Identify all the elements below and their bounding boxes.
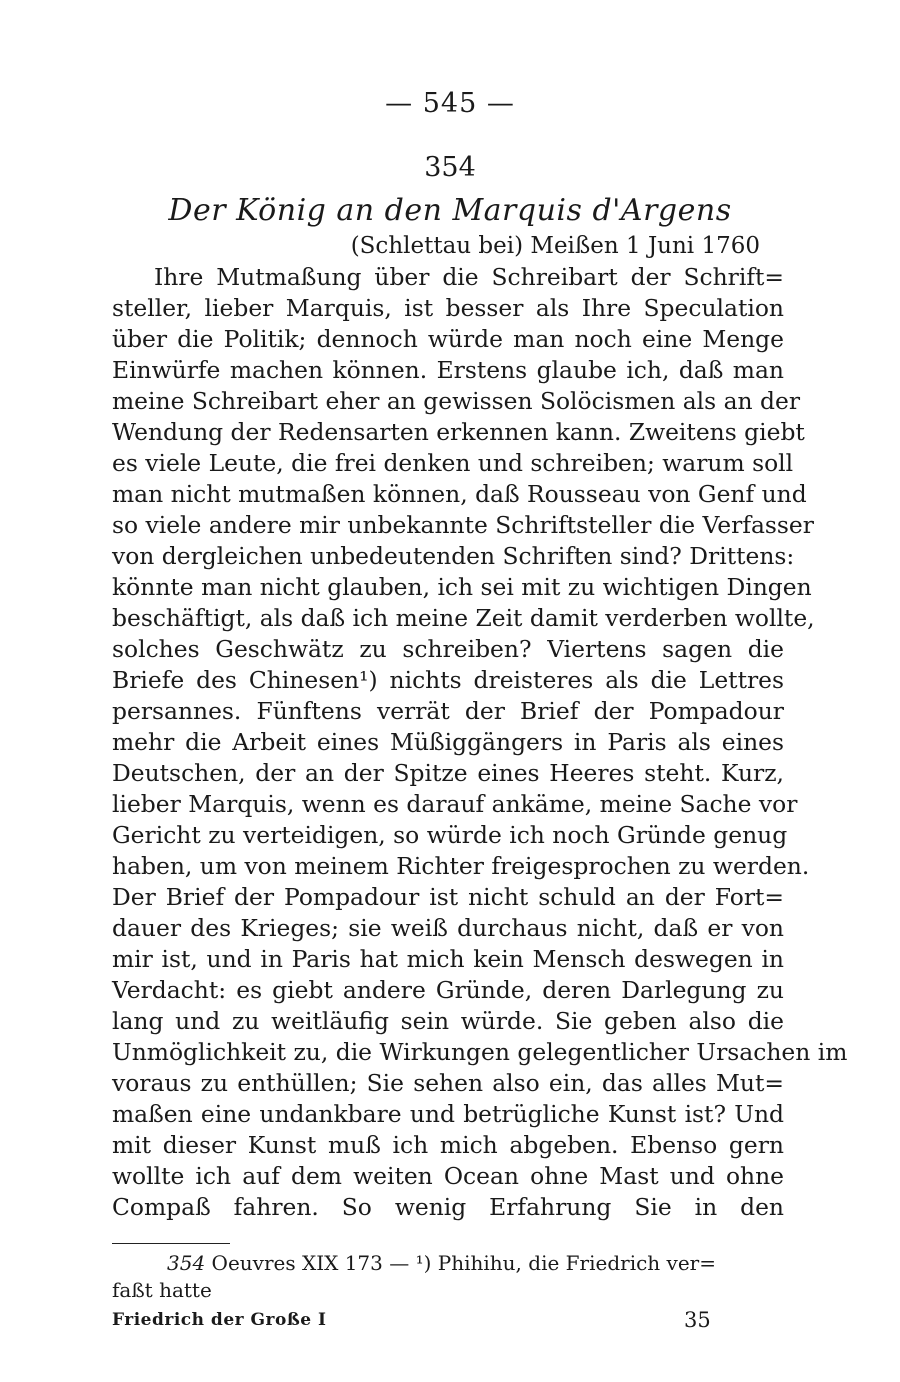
letter-body bbox=[112, 262, 848, 1223]
footnote-number: 354 bbox=[167, 1251, 206, 1275]
body-line: lang und zu weitläufig sein würde. Sie geben also die bbox=[112, 1007, 784, 1035]
body-line: beschäftigt, als daß ich meine Zeit damit verderben wollte, bbox=[112, 604, 815, 632]
footnote-text: Oeuvres XIX 173 — ¹) Phihihu, die Friedrich ver= bbox=[205, 1251, 716, 1275]
body-line: meine Schreibart eher an gewissen Solöcismen als an der bbox=[112, 387, 801, 415]
body-line: Ihre Mutmaßung über die Schreibart der Schrift= bbox=[154, 263, 784, 291]
body-line: Compaß fahren. So wenig Erfahrung Sie in den bbox=[112, 1193, 784, 1221]
body-line: Gericht zu verteidigen, so würde ich noch Gründe genug bbox=[112, 821, 788, 849]
body-line: über die Politik; dennoch würde man noch eine Menge bbox=[112, 325, 784, 353]
body-line: solches Geschwätz zu schreiben? Viertens sagen die bbox=[112, 635, 784, 663]
body-line: wollte ich auf dem weiten Ocean ohne Mast und ohne bbox=[112, 1162, 784, 1190]
body-line: so viele andere mir unbekannte Schriftsteller die Verfasser bbox=[112, 511, 814, 539]
footnote bbox=[112, 1250, 784, 1304]
body-line: könnte man nicht glauben, ich sei mit zu wichtigen Dingen bbox=[112, 573, 812, 601]
page-number: — 545 — bbox=[385, 88, 515, 119]
body-line: Deutschen, der an der Spitze eines Heeres steht. Kurz, bbox=[112, 759, 784, 787]
footnote-line: faßt hatte bbox=[112, 1278, 212, 1302]
body-line: Briefe des Chinesen¹) nichts dreisteres als die Lettres bbox=[112, 666, 784, 694]
body-line: maßen eine undankbare und betrügliche Kunst ist? Und bbox=[112, 1100, 784, 1128]
body-line: haben, um von meinem Richter freigesprochen zu werden. bbox=[112, 852, 810, 880]
body-line: Wendung der Redensarten erkennen kann. Zweitens giebt bbox=[112, 418, 805, 446]
body-line: Der Brief der Pompadour ist nicht schuld an der Fort= bbox=[112, 883, 784, 911]
body-line: lieber Marquis, wenn es darauf ankäme, meine Sache vor bbox=[112, 790, 798, 818]
body-line: dauer des Krieges; sie weiß durchaus nicht, daß er von bbox=[112, 914, 784, 942]
body-line: Unmöglichkeit zu, die Wirkungen gelegentlicher Ursachen im bbox=[112, 1038, 848, 1066]
body-line: von dergleichen unbedeutenden Schriften sind? Drittens: bbox=[112, 542, 795, 570]
body-line: voraus zu enthüllen; Sie sehen also ein, das alles Mut= bbox=[112, 1069, 784, 1097]
body-line: mir ist, und in Paris hat mich kein Mensch deswegen in bbox=[112, 945, 784, 973]
body-line: Einwürfe machen können. Erstens glaube ich, daß man bbox=[112, 356, 784, 384]
footnote-rule bbox=[112, 1243, 230, 1244]
body-line: es viele Leute, die frei denken und schreiben; warum soll bbox=[112, 449, 794, 477]
body-line: Verdacht: es giebt andere Gründe, deren Darlegung zu bbox=[112, 976, 784, 1004]
body-line: steller, lieber Marquis, ist besser als Ihre Speculation bbox=[112, 294, 784, 322]
body-line: mehr die Arbeit eines Müßiggängers in Paris als eines bbox=[112, 728, 784, 756]
printer-signature: Friedrich der Große I bbox=[112, 1310, 327, 1330]
body-line: mit dieser Kunst muß ich mich abgeben. Ebenso gern bbox=[112, 1131, 784, 1159]
body-line: persannes. Fünftens verrät der Brief der Pompadour bbox=[112, 697, 784, 725]
letter-number: 354 bbox=[424, 152, 476, 183]
footnote-line bbox=[112, 1250, 784, 1277]
letter-title: Der König an den Marquis d'Argens bbox=[168, 193, 732, 228]
body-line: man nicht mutmaßen können, daß Rousseau von Genf und bbox=[112, 480, 807, 508]
sheet-number: 35 bbox=[684, 1308, 711, 1332]
letter-dateline: (Schlettau bei) Meißen 1 Juni 1760 bbox=[350, 233, 760, 259]
